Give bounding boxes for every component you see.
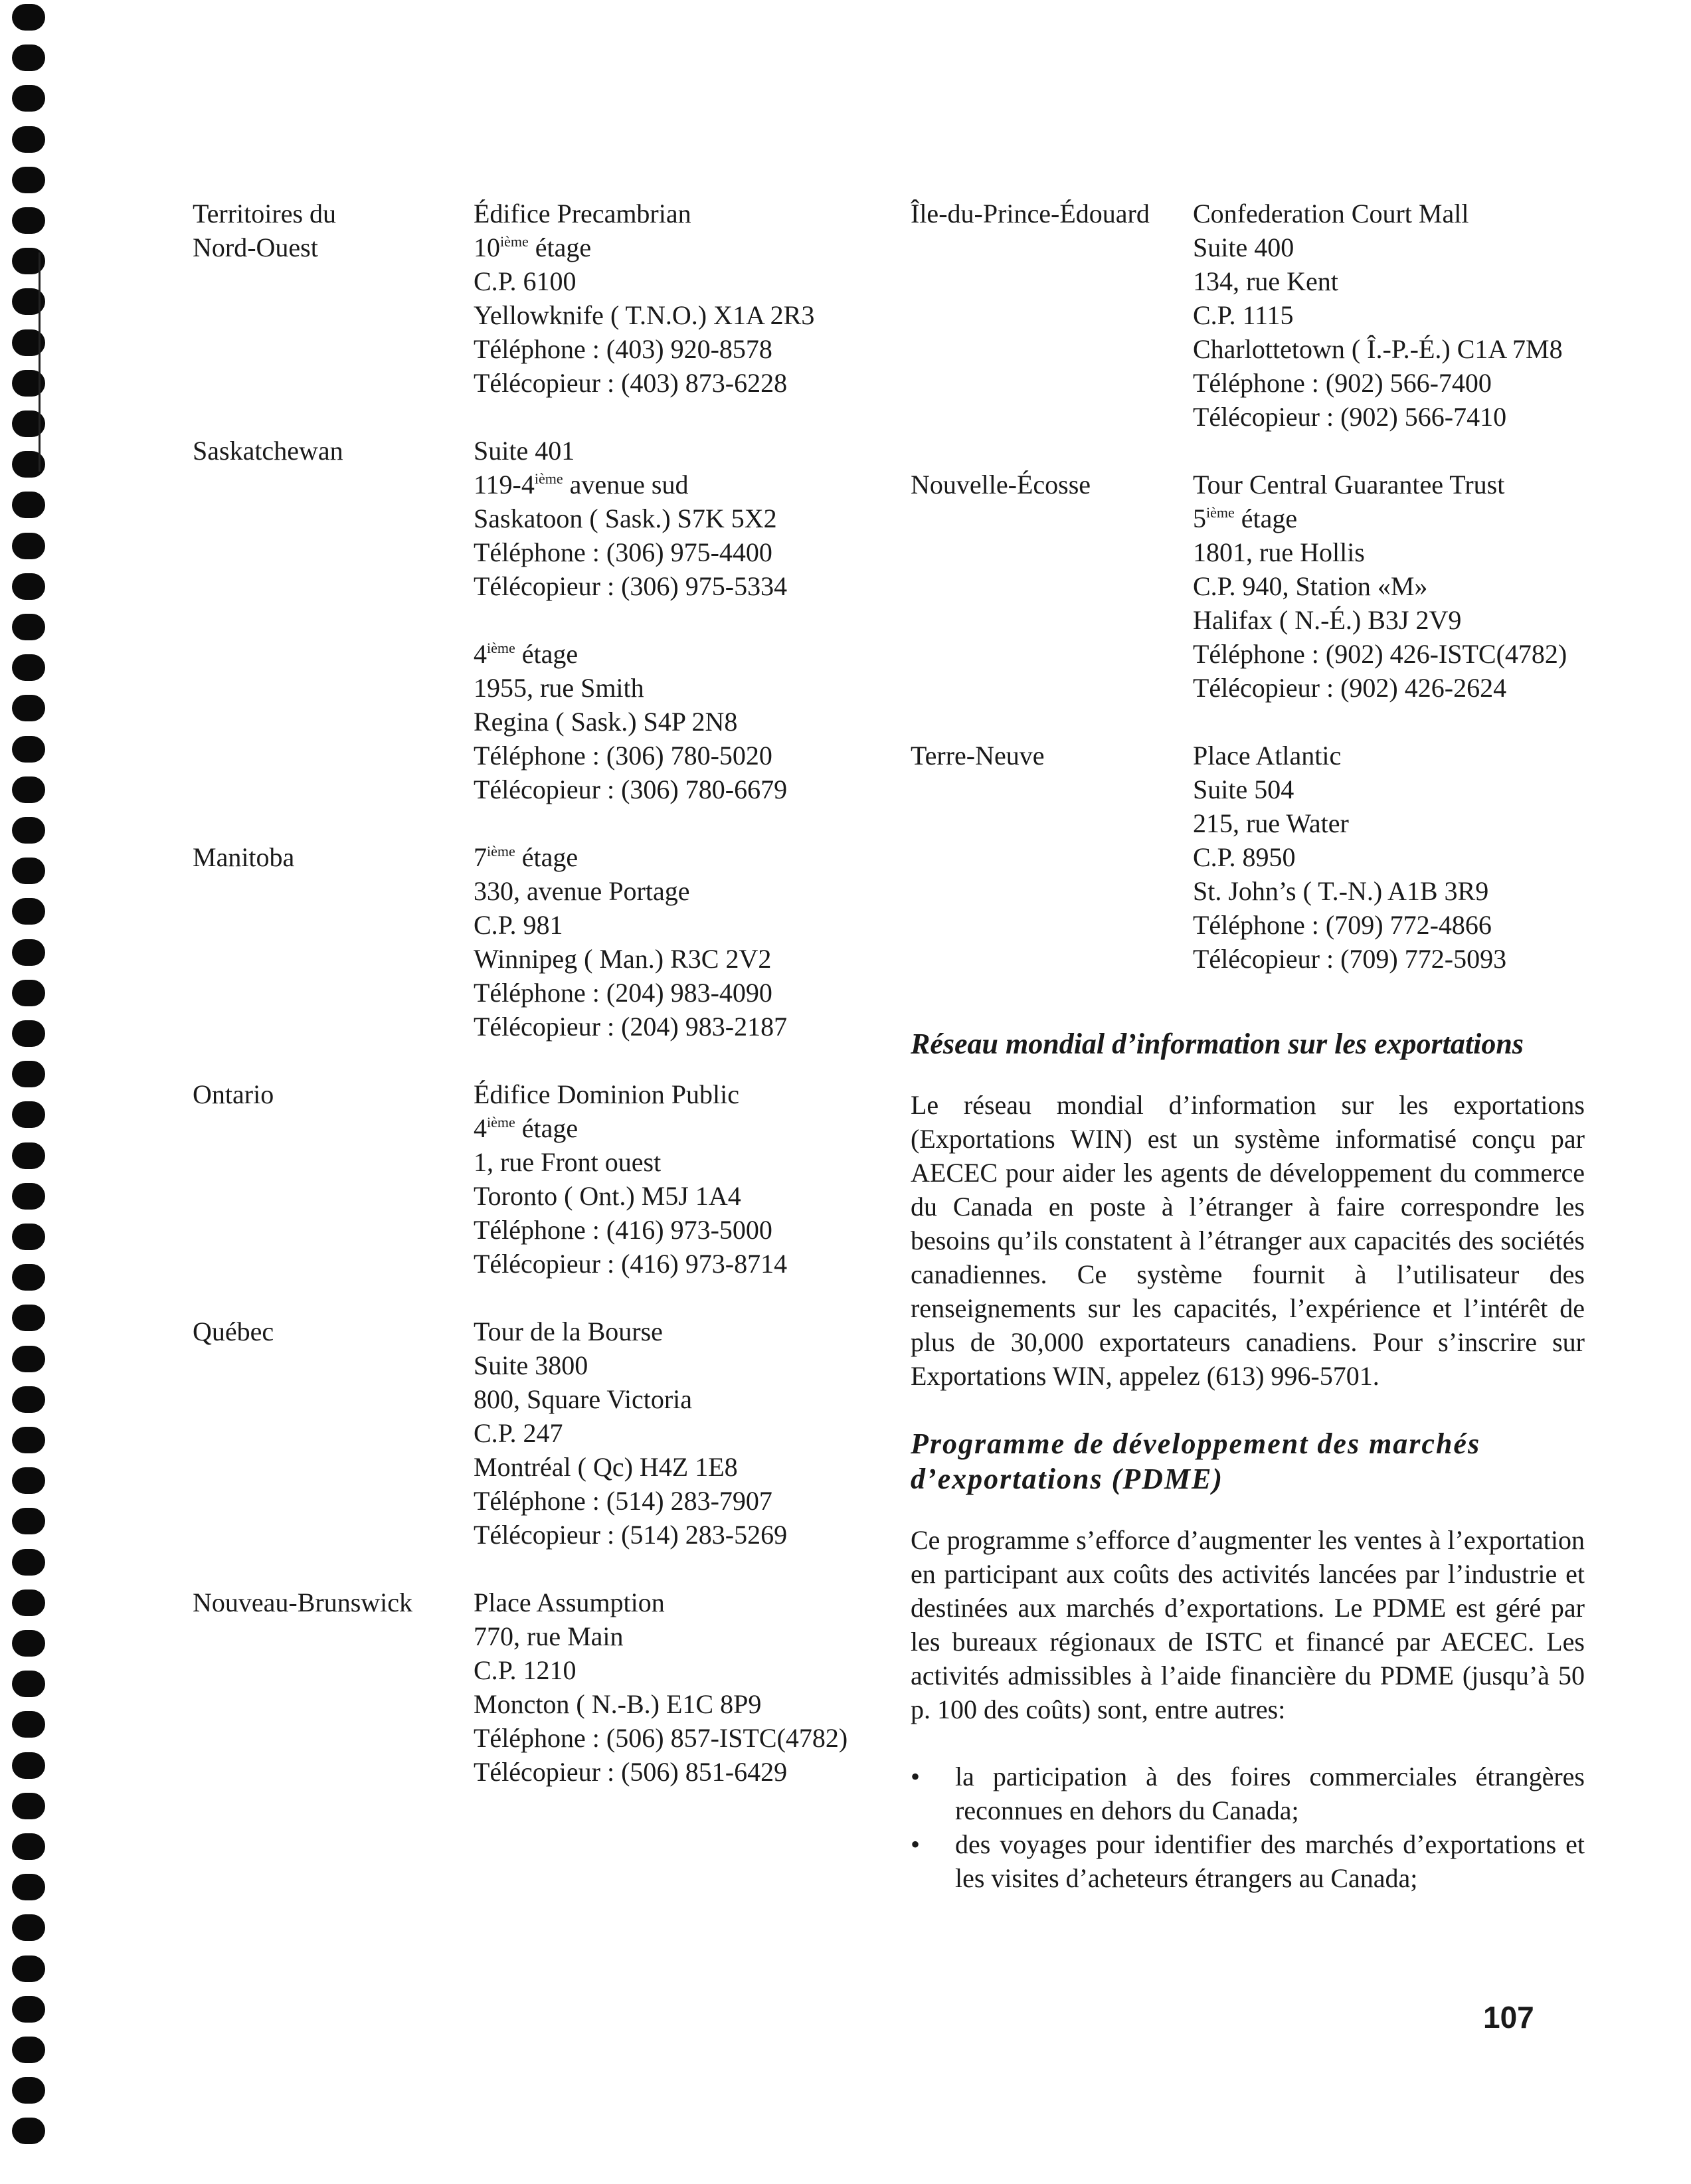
address-line: [474, 773, 870, 806]
address-text: 4: [474, 1113, 487, 1143]
address-text: Place Assumption: [474, 1588, 665, 1617]
address-line: [474, 637, 870, 671]
binder-hole: [12, 1630, 45, 1657]
address-text: 119-4: [474, 470, 535, 500]
address-line: [474, 501, 870, 535]
address-text: Téléphone : (204) 983-4090: [474, 978, 772, 1008]
office-address: [474, 1586, 870, 1789]
binder-hole: [12, 654, 45, 681]
binder-hole: [12, 85, 45, 112]
office-address: [474, 197, 870, 400]
binder-hole: [12, 1264, 45, 1291]
ordinal-suffix: ième: [487, 1114, 515, 1131]
address-line: [1193, 197, 1585, 230]
binder-hole: [12, 1793, 45, 1819]
address-line: [1193, 637, 1585, 671]
binder-hole: [12, 1061, 45, 1087]
address-line: [474, 1111, 870, 1145]
page-number: 107: [1483, 2000, 1534, 2035]
address-text: Charlottetown ( Î.-P.-É.) C1A 7M8: [1193, 334, 1563, 364]
binder-hole: [12, 776, 45, 803]
address-line: [474, 705, 870, 739]
address-line: [1193, 603, 1585, 637]
binder-hole: [12, 1305, 45, 1331]
binder-hole: [12, 695, 45, 721]
address-text: St. John’s ( T.-N.) A1B 3R9: [1193, 876, 1489, 906]
address-text: C.P. 940, Station «M»: [1193, 571, 1428, 601]
address-line: [474, 264, 870, 298]
office-region: Nouveau-Brunswick: [193, 1588, 413, 1617]
address-line: [1193, 840, 1585, 874]
address-text: étage: [515, 639, 578, 669]
address-line: [474, 840, 870, 874]
address-line: [1193, 671, 1585, 705]
right-column: [911, 197, 1585, 1895]
office-region: Québec: [193, 1317, 274, 1346]
address-text: Téléphone : (306) 780-5020: [474, 741, 772, 771]
binder-hole: [12, 533, 45, 559]
binder-hole: [12, 2037, 45, 2063]
address-text: Winnipeg ( Man.) R3C 2V2: [474, 944, 772, 974]
address-line: [474, 1484, 870, 1518]
address-line: [474, 366, 870, 400]
office-address: [474, 840, 870, 1044]
address-text: avenue sud: [563, 470, 689, 500]
office-region: Île-du-Prince-Édouard: [911, 199, 1150, 228]
binder-hole: [12, 1508, 45, 1534]
address-text: Place Atlantic: [1193, 741, 1342, 771]
address-text: Téléphone : (902) 566-7400: [1193, 368, 1492, 398]
address-text: 215, rue Water: [1193, 808, 1349, 838]
address-text: Confederation Court Mall: [1193, 199, 1469, 228]
right-column-offices: [911, 197, 1585, 976]
address-text: C.P. 247: [474, 1418, 563, 1448]
address-line: [474, 230, 870, 264]
address-line: [474, 535, 870, 569]
office-address: [1193, 197, 1585, 434]
address-text: C.P. 8950: [1193, 842, 1296, 872]
ordinal-suffix: ième: [500, 233, 529, 250]
address-line: [474, 1653, 870, 1687]
binder-hole: [12, 573, 45, 600]
bullet-icon: •: [911, 1829, 921, 1859]
address-line: [474, 1010, 870, 1044]
address-text: étage: [515, 1113, 578, 1143]
pdme-section-heading: Programme de développement des marchés d’exportations (PDME): [911, 1427, 1481, 1495]
address-text: 5: [1193, 503, 1206, 533]
office-address: [1193, 739, 1585, 976]
pdme-activity-text: des voyages pour identifier des marchés d’exportations et les visites d’acheteurs étrangers au Canada;: [955, 1829, 1585, 1893]
address-text: Édifice Dominion Public: [474, 1079, 739, 1109]
office-address: [474, 434, 870, 806]
address-text: Montréal ( Qc) H4Z 1E8: [474, 1452, 738, 1482]
office-entry: [193, 840, 870, 1044]
address-line: [474, 197, 870, 230]
binder-hole: [12, 939, 45, 966]
office-region: Manitoba: [193, 842, 295, 872]
win-section-body: Le réseau mondial d’information sur les exportations (Exportations WIN) est un système informatisé conçu par AECEC pour aider les agents de développement du commerce du Canada en poste à l’étranger à faire correspondre les besoins qu’ils constatent à l’étranger aux capacités des sociétés canadiennes. Ce système fournit à l’utilisateur des renseignements sur les capacités, l’expérience et l’intérêt de plus de 30,000 exportateurs canadiens. Pour s’inscrire sur Exportations WIN, appelez (613) 996-5701.: [911, 1090, 1585, 1391]
ordinal-suffix: ième: [534, 470, 563, 487]
address-text: Télécopieur : (204) 983-2187: [474, 1012, 788, 1042]
address-gap: [474, 603, 870, 637]
address-line: [474, 1348, 870, 1382]
address-line: [474, 1416, 870, 1450]
office-entry: [193, 1077, 870, 1281]
address-text: 800, Square Victoria: [474, 1384, 693, 1414]
address-text: Téléphone : (709) 772-4866: [1193, 910, 1492, 940]
pdme-activity-item: [911, 1760, 1585, 1827]
binder-hole: [12, 45, 45, 71]
binder-hole: [12, 2077, 45, 2104]
address-text: 770, rue Main: [474, 1621, 624, 1651]
binder-hole: [12, 1752, 45, 1779]
office-region: Nouvelle-Écosse: [911, 470, 1091, 500]
address-text: C.P. 1115: [1193, 300, 1294, 330]
binder-hole: [12, 167, 45, 193]
office-entry: [193, 1315, 870, 1552]
address-line: [474, 1247, 870, 1281]
pdme-section-body: Ce programme s’efforce d’augmenter les ventes à l’exportation en participant aux coûts des activités lancées par l’industrie et destinées aux marchés d’exportations. Le PDME est géré par les bureaux régionaux de ISTC et financé par AECEC. Les activités admissibles à l’aide financière du PDME (jusqu’à 50 p. 100 des coûts) sont, entre autres:: [911, 1525, 1585, 1724]
address-text: Télécopieur : (506) 851-6429: [474, 1757, 788, 1787]
address-text: Regina ( Sask.) S4P 2N8: [474, 707, 738, 737]
address-text: Télécopieur : (902) 566-7410: [1193, 402, 1507, 432]
binder-hole: [12, 1833, 45, 1860]
address-text: 1801, rue Hollis: [1193, 537, 1365, 567]
binder-hole: [12, 1956, 45, 1982]
office-entry: [911, 468, 1585, 705]
binder-hole: [12, 1549, 45, 1576]
office-address: [474, 1315, 870, 1552]
left-column-offices: [193, 197, 870, 1823]
address-text: C.P. 1210: [474, 1655, 577, 1685]
address-line: [474, 468, 870, 501]
address-text: 1, rue Front ouest: [474, 1147, 662, 1177]
address-line: [474, 942, 870, 976]
address-line: [1193, 332, 1585, 366]
address-line: [1193, 501, 1585, 535]
address-line: [1193, 468, 1585, 501]
address-text: Édifice Precambrian: [474, 199, 691, 228]
win-section-heading: Réseau mondial d’information sur les exportations: [911, 1028, 1524, 1060]
address-line: [474, 1213, 870, 1247]
office-region: Saskatchewan: [193, 436, 343, 466]
address-text: Suite 504: [1193, 774, 1294, 804]
address-text: Suite 3800: [474, 1350, 588, 1380]
binder-hole: [12, 1183, 45, 1210]
address-text: Suite 400: [1193, 232, 1294, 262]
address-line: [1193, 942, 1585, 976]
address-line: [1193, 400, 1585, 434]
address-line: [474, 569, 870, 603]
address-line: [474, 1450, 870, 1484]
address-line: [474, 1315, 870, 1348]
binder-hole: [12, 1996, 45, 2023]
address-line: [1193, 773, 1585, 806]
office-address: [474, 1077, 870, 1281]
binder-hole: [12, 207, 45, 234]
binder-hole: [12, 614, 45, 640]
binder-hole: [12, 817, 45, 844]
office-entry: [911, 197, 1585, 434]
address-line: [474, 298, 870, 332]
ordinal-suffix: ième: [487, 843, 515, 860]
pdme-activity-item: [911, 1827, 1585, 1895]
address-text: Télécopieur : (306) 975-5334: [474, 571, 788, 601]
binder-hole: [12, 1467, 45, 1494]
address-text: Téléphone : (514) 283-7907: [474, 1486, 772, 1516]
address-line: [1193, 739, 1585, 773]
pdme-activity-text: la participation à des foires commerciales étrangères reconnues en dehors du Canada;: [955, 1762, 1585, 1825]
ordinal-suffix: ième: [487, 640, 515, 656]
binder-hole: [12, 492, 45, 518]
address-text: Tour de la Bourse: [474, 1317, 663, 1346]
address-text: C.P. 6100: [474, 266, 577, 296]
binder-hole: [12, 1386, 45, 1413]
address-text: étage: [515, 842, 578, 872]
address-text: C.P. 981: [474, 910, 563, 940]
pdme-activity-list: [911, 1760, 1585, 1895]
address-text: Téléphone : (306) 975-4400: [474, 537, 772, 567]
binder-hole: [12, 1711, 45, 1738]
address-line: [474, 1145, 870, 1179]
binder-edge-mark: [39, 252, 41, 472]
binder-hole: [12, 1346, 45, 1372]
office-entry: [193, 1586, 870, 1789]
address-line: [474, 1179, 870, 1213]
address-line: [474, 1687, 870, 1721]
binder-hole: [12, 858, 45, 884]
address-text: 330, avenue Portage: [474, 876, 690, 906]
address-line: [474, 874, 870, 908]
address-text: Télécopieur : (514) 283-5269: [474, 1520, 788, 1550]
address-text: Toronto ( Ont.) M5J 1A4: [474, 1181, 741, 1211]
address-text: Télécopieur : (306) 780-6679: [474, 774, 788, 804]
address-line: [474, 1382, 870, 1416]
address-text: 1955, rue Smith: [474, 673, 644, 703]
office-region: Terre-Neuve: [911, 741, 1045, 771]
binder-hole: [12, 1874, 45, 1900]
binder-hole: [12, 736, 45, 763]
binder-hole: [12, 1427, 45, 1453]
address-line: [474, 1077, 870, 1111]
address-text: Télécopieur : (709) 772-5093: [1193, 944, 1507, 974]
address-line: [1193, 264, 1585, 298]
address-line: [474, 976, 870, 1010]
address-text: 134, rue Kent: [1193, 266, 1338, 296]
office-region: Ontario: [193, 1079, 274, 1109]
address-line: [474, 908, 870, 942]
office-entry: [911, 739, 1585, 976]
address-line: [1193, 298, 1585, 332]
office-entry: [193, 434, 870, 806]
binder-hole: [12, 1590, 45, 1616]
address-line: [1193, 908, 1585, 942]
address-line: [474, 434, 870, 468]
address-line: [1193, 874, 1585, 908]
binder-hole: [12, 1101, 45, 1128]
address-text: Téléphone : (416) 973-5000: [474, 1215, 772, 1245]
address-line: [474, 739, 870, 773]
address-text: étage: [528, 232, 592, 262]
binder-hole: [12, 898, 45, 925]
address-text: Halifax ( N.-É.) B3J 2V9: [1193, 605, 1462, 635]
address-line: [1193, 366, 1585, 400]
office-address: [1193, 468, 1585, 705]
address-line: [474, 1518, 870, 1552]
binder-hole: [12, 980, 45, 1006]
address-line: [474, 1619, 870, 1653]
bullet-icon: •: [911, 1762, 921, 1791]
binder-hole: [12, 1142, 45, 1169]
address-text: Téléphone : (902) 426-ISTC(4782): [1193, 639, 1567, 669]
address-text: Moncton ( N.-B.) E1C 8P9: [474, 1689, 762, 1719]
address-text: Télécopieur : (416) 973-8714: [474, 1249, 788, 1279]
binder-hole: [12, 4, 45, 31]
address-text: Suite 401: [474, 436, 575, 466]
address-line: [1193, 230, 1585, 264]
address-text: 4: [474, 639, 487, 669]
binder-hole: [12, 1224, 45, 1250]
binder-hole: [12, 2118, 45, 2144]
address-line: [474, 671, 870, 705]
address-line: [474, 1586, 870, 1619]
address-text: Télécopieur : (902) 426-2624: [1193, 673, 1507, 703]
binder-hole: [12, 1914, 45, 1941]
ordinal-suffix: ième: [1206, 504, 1235, 521]
address-text: Téléphone : (403) 920-8578: [474, 334, 772, 364]
address-text: 10: [474, 232, 500, 262]
address-text: étage: [1234, 503, 1298, 533]
address-text: Télécopieur : (403) 873-6228: [474, 368, 788, 398]
binder-hole: [12, 1020, 45, 1047]
address-text: 7: [474, 842, 487, 872]
address-line: [1193, 535, 1585, 569]
address-text: Tour Central Guarantee Trust: [1193, 470, 1505, 500]
address-line: [474, 1755, 870, 1789]
binder-hole: [12, 126, 45, 153]
address-line: [474, 332, 870, 366]
address-text: Yellowknife ( T.N.O.) X1A 2R3: [474, 300, 815, 330]
address-text: Saskatoon ( Sask.) S7K 5X2: [474, 503, 777, 533]
office-entry: [193, 197, 870, 400]
address-text: Téléphone : (506) 857-ISTC(4782): [474, 1723, 848, 1753]
binder-holes: [9, 0, 56, 2184]
binder-hole: [12, 1671, 45, 1697]
address-line: [474, 1721, 870, 1755]
address-line: [1193, 569, 1585, 603]
address-line: [1193, 806, 1585, 840]
office-region: Territoires du Nord-Ouest: [193, 199, 337, 262]
